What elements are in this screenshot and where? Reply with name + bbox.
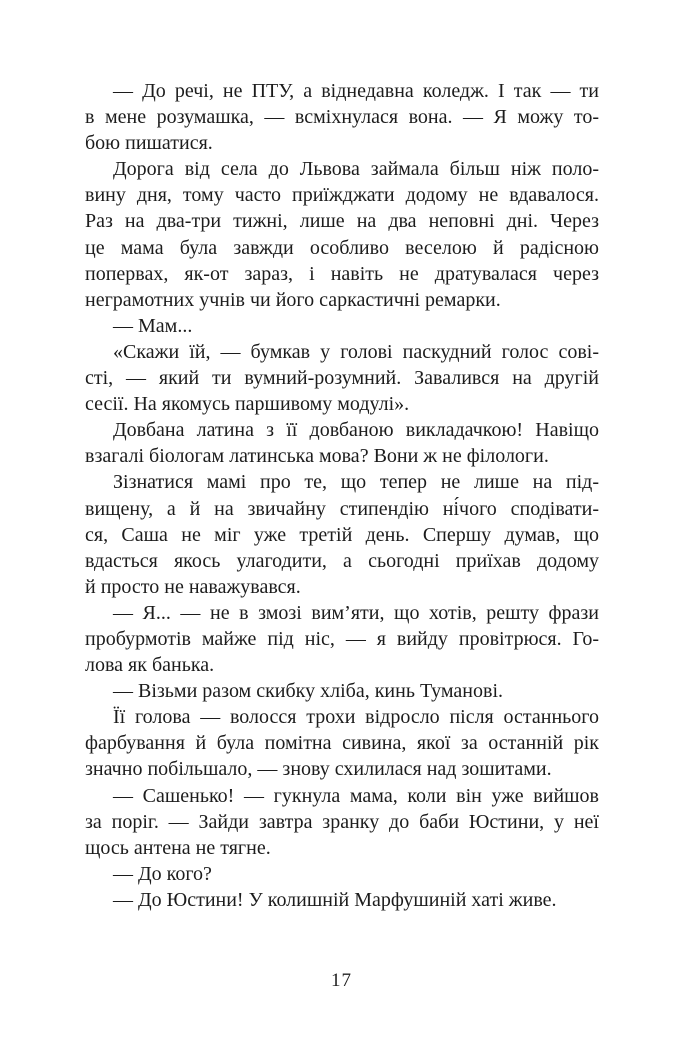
paragraph	[85, 313, 599, 339]
text-line: сесії. На якомусь паршивому модулі».	[85, 393, 410, 416]
paragraph	[85, 339, 599, 417]
text-line: — До речі, не ПТУ, а віднедавна коледж. І так — ти	[113, 80, 599, 102]
text-line: й просто не наважувався.	[85, 575, 301, 598]
text-line: Дорога від села до Львова займала більш ніж поло-	[113, 158, 599, 181]
text-line: ся, Саша не міг уже третій день. Спершу думав, що	[85, 523, 599, 546]
page-text	[85, 78, 599, 913]
paragraph	[85, 469, 599, 599]
text-line: це мама була завжди особливо веселою й радісною	[85, 236, 599, 259]
text-line: значно побільшало, — знову схилилася над зошитами.	[85, 758, 552, 781]
paragraph	[85, 156, 599, 313]
text-line: лова як банька.	[85, 654, 215, 677]
paragraph	[85, 783, 599, 861]
text-line: — Я... — не в змозі вим’яти, що хотів, решту фрази	[113, 601, 599, 624]
text-line: — Візьми разом скибку хліба, кинь Туманові.	[113, 680, 504, 703]
page-number: 17	[331, 970, 352, 991]
text-line: Зізнатися мамі про те, що тепер не лише на під-	[113, 471, 599, 494]
text-line: — Сашенько! — гукнула мама, коли він уже вийшов	[113, 784, 599, 807]
paragraph	[85, 861, 599, 887]
paragraph	[85, 600, 599, 678]
text-line: Довбана латина з її довбаною викладачкою! Навіщо	[113, 419, 599, 442]
text-line: Її голова — волосся трохи відросло після останнього	[113, 706, 599, 729]
text-line: за поріг. — Зайди завтра зранку до баби Юстини, у неї	[85, 810, 599, 833]
text-line: вину дня, тому часто приїжджати додому не вдавалося.	[85, 184, 599, 207]
text-line: — Мам...	[113, 314, 193, 337]
paragraph	[85, 417, 599, 469]
text-line: взагалі біологам латинська мова? Вони ж не філологи.	[85, 445, 549, 468]
text-line: фарбування й була помітна сивина, якої за останній рік	[85, 732, 599, 755]
text-line: попервах, як-от зараз, і навіть не дратувалася через	[85, 262, 599, 285]
paragraph	[85, 704, 599, 782]
paragraph	[85, 887, 599, 913]
paragraph	[85, 78, 599, 156]
text-line: сті, — який ти вумний-розумний. Завалився на другій	[85, 367, 599, 390]
text-line: неграмотних учнів чи його саркастичні ремарки.	[85, 288, 501, 311]
text-line: Раз на два-три тижні, лише на два неповні дні. Через	[85, 210, 599, 233]
text-line: — До кого?	[113, 862, 212, 885]
text-line: — До Юстини! У колишній Марфушиній хаті живе.	[113, 888, 557, 911]
paragraph	[85, 678, 599, 704]
text-line: «Скажи їй, — бумкав у голові паскудний голос сові-	[113, 340, 599, 363]
text-line: пробурмотів майже під ніс, — я вийду провітрюся. Го-	[85, 627, 599, 650]
text-line: вдасться якось улагодити, а сьогодні приїхав додому	[85, 549, 599, 572]
text-line: щось антена не тягне.	[85, 836, 271, 859]
text-line: в мене розумашка, — всміхнулася вона. — Я можу то-	[85, 106, 599, 129]
text-line: вищену, а й на звичайну стипендію ні́чого сподівати-	[85, 497, 599, 520]
text-line: бою пишатися.	[85, 132, 213, 155]
